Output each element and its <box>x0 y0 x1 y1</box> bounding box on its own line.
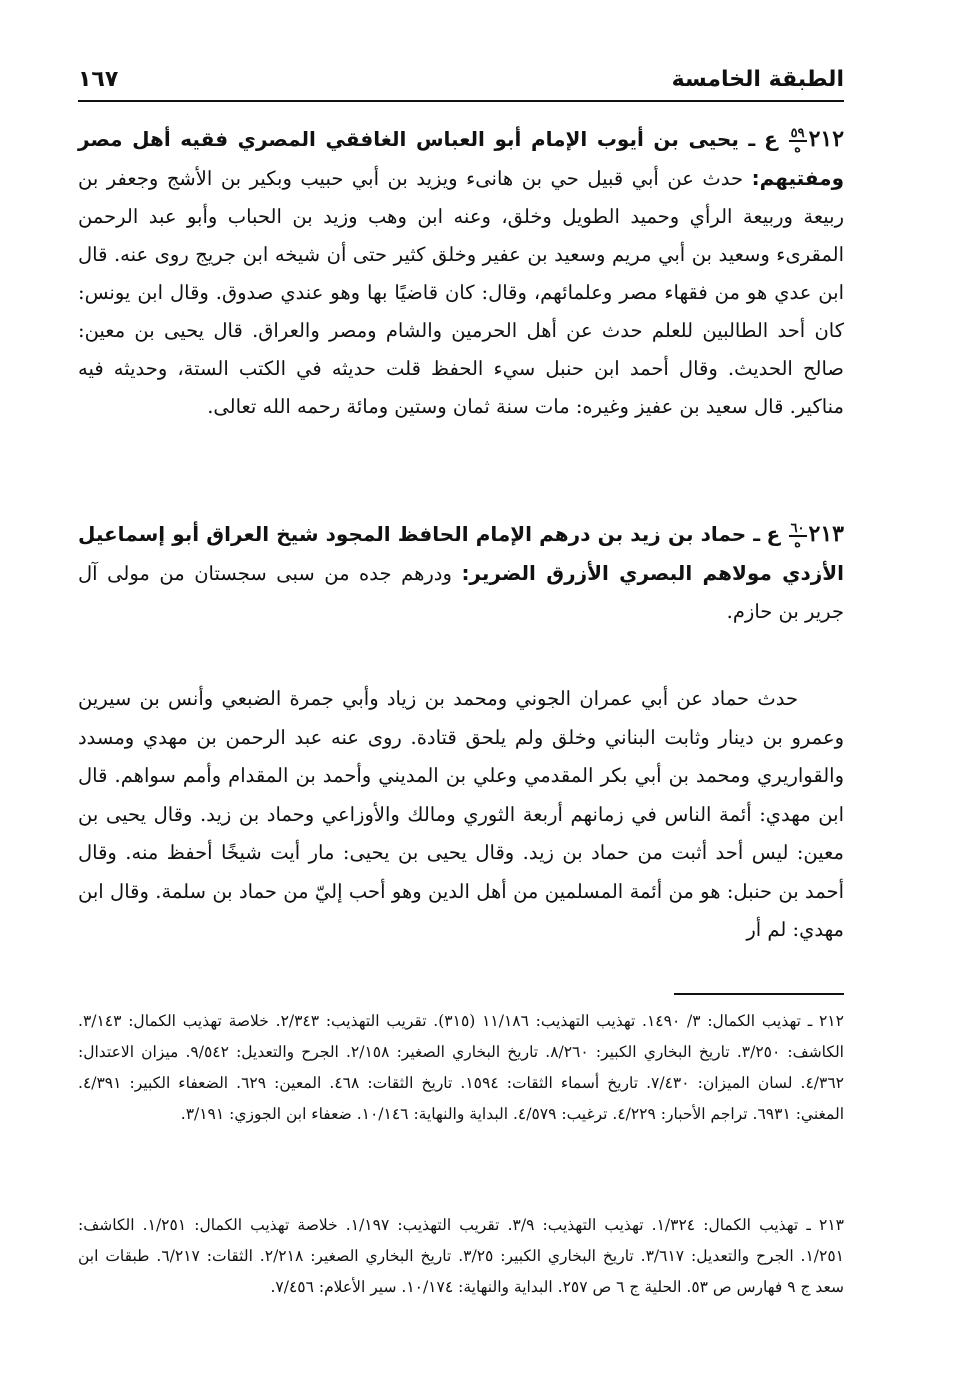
entry-number: ٢١٣ <box>808 521 844 547</box>
entry-text: ودرهم جده من سبى سجستان من مولى آل جرير بن حازم. <box>78 562 844 623</box>
entry-number: ٢١٢ <box>808 126 845 152</box>
entry-marker <box>789 522 807 550</box>
footnote-212 <box>78 1006 844 1130</box>
footnote-213 <box>78 1210 844 1303</box>
marker-top: ٥٩ <box>790 125 805 141</box>
marker-bottom: ه <box>794 535 801 551</box>
entry-heading: ـ حماد بن زيد بن درهم الإمام الحافظ المجود شيخ العراق أبو إسماعيل الأزدي مولاهم البصري الأزرق الضرير: <box>78 522 845 585</box>
entry-body-text: حدث حماد عن أبي عمران الجوني ومحمد بن زياد وأبي جمرة الضبعي وأنس بن سيرين وعمرو بن دينار وثابت البناني وخلق ولم يلحق قتادة. روى عنه عبد الرحمن بن مهدي ومسدد والقواريري ومحمد بن أبي بكر المقدمي وعلي بن المديني وأحمد بن المقدام وأمم سواهم. قال ابن مهدي: أئمة الناس في زمانهم أربعة الثوري ومالك والأوزاعي وحماد بن زيد. وقال يحيى بن معين: ليس أحد أثبت من حماد بن زيد. وقال يحيى بن يحيى: مار أيت شيخًا أحفظ منه. وقال أحمد بن حنبل: هو من أئمة المسلمين من أهل الدين وهو أحب إليّ من حماد بن سلمة. وقال ابن مهدي: لم أر <box>78 687 844 941</box>
entry-text: حدث عن أبي قبيل حي بن هانىء ويزيد بن أبي حبيب وبكير بن الأشج وجعفر بن ربيعة وربيعة الرأي وحميد الطويل وخلق، وعنه ابن وهب وزيد بن الحباب وأبو عبد الرحمن المقرىء وسعيد بن أبي مريم وسعيد بن عفير وخلق كثير حتى أن شيخه ابن جريج روى عنه. قال ابن عدي هو من فقهاء مصر وعلمائهم، وقال: كان قاضيًا بها وهو عندي صدوق. وقال ابن يونس: كان أحد الطالبين للعلم حدث عن أهل الحرمين والشام ومصر والعراق. قال يحيى بن معين: صالح الحديث. وقال أحمد ابن حنبل سيء الحفظ قلت حديثه في الكتب الستة، وحديثه فيه مناكير. قال سعيد بن عفيز وغيره: مات سنة ثمان وستين ومائة رحمه الله تعالى. <box>78 167 844 418</box>
footnote-number: ٢١٢ <box>818 1012 844 1030</box>
entry-212-paragraph <box>78 120 844 426</box>
running-header <box>78 52 844 92</box>
entry-213-body <box>78 680 844 950</box>
footnote-text: ـ تهذيب الكمال: ١/٣٢٤. تهذيب التهذيب: ٣/٩. تقريب التهذيب: ١/١٩٧. خلاصة تهذيب الكمال: ١/٢٥١. الكاشف: ١/٢٥١. الجرح والتعديل: ٣/٦١٧. تاريخ البخاري الكبير: ٣/٢٥. تاريخ البخاري الصغير: ٢/٢١٨. الثقات: ٦/٢١٧. طبقات ابن سعد ج ٩ فهارس ص ٥٣. الحلية ج ٦ ص ٢٥٧. البداية والنهاية: ١٠/١٧٤. سير الأعلام: ٧/٤٥٦. <box>78 1216 845 1296</box>
footnote-text: ـ تهذيب الكمال: ٣/ ١٤٩٠. تهذيب التهذيب: ١١/١٨٦ (٣١٥). تقريب التهذيب: ٢/٣٤٣. خلاصة تهذيب الكمال: ٣/١٤٣. الكاشف: ٣/٢٥٠. تاريخ البخاري الكبير: ٨/٢٦٠. تاريخ البخاري الصغير: ٢/١٥٨. الجرح والتعديل: ٩/٥٤٢. ميزان الاعتدال: ٤/٣٦٢. لسان الميزان: ٧/٤٣٠. تاريخ أسماء الثقات: ١٥٩٤. تاريخ الثقات: ٤٦٨. المعين: ٦٢٩. الضعفاء الكبير: ٤/٣٩١. المغني: ٦٩٣١. تراجم الأحبار: ٤/٢٢٩. ترغيب: ٤/٥٧٩. البداية والنهاية: ١٠/١٤٦. ضعفاء ابن الجوزي: ٣/١٩١. <box>78 1012 844 1123</box>
entry-code: ع <box>766 522 781 546</box>
header-rule <box>78 100 844 102</box>
marker-top: ٦٠ <box>790 520 805 536</box>
page-number: ١٦٧ <box>78 67 119 92</box>
marker-bottom: ه <box>794 140 801 156</box>
entry-213-paragraph <box>78 515 844 631</box>
entry-heading: ـ يحيى بن أيوب الإمام أبو العباس الغافقي المصري فقيه أهل مصر ومفتيهم: <box>78 127 844 190</box>
entry-213 <box>78 515 844 631</box>
footnote-number: ٢١٣ <box>819 1216 844 1234</box>
chapter-title: الطبقة الخامسة <box>671 67 844 92</box>
footnote-rule <box>674 993 844 995</box>
entry-marker <box>789 127 807 155</box>
entry-212 <box>78 120 844 426</box>
entry-code: ع <box>764 127 778 151</box>
